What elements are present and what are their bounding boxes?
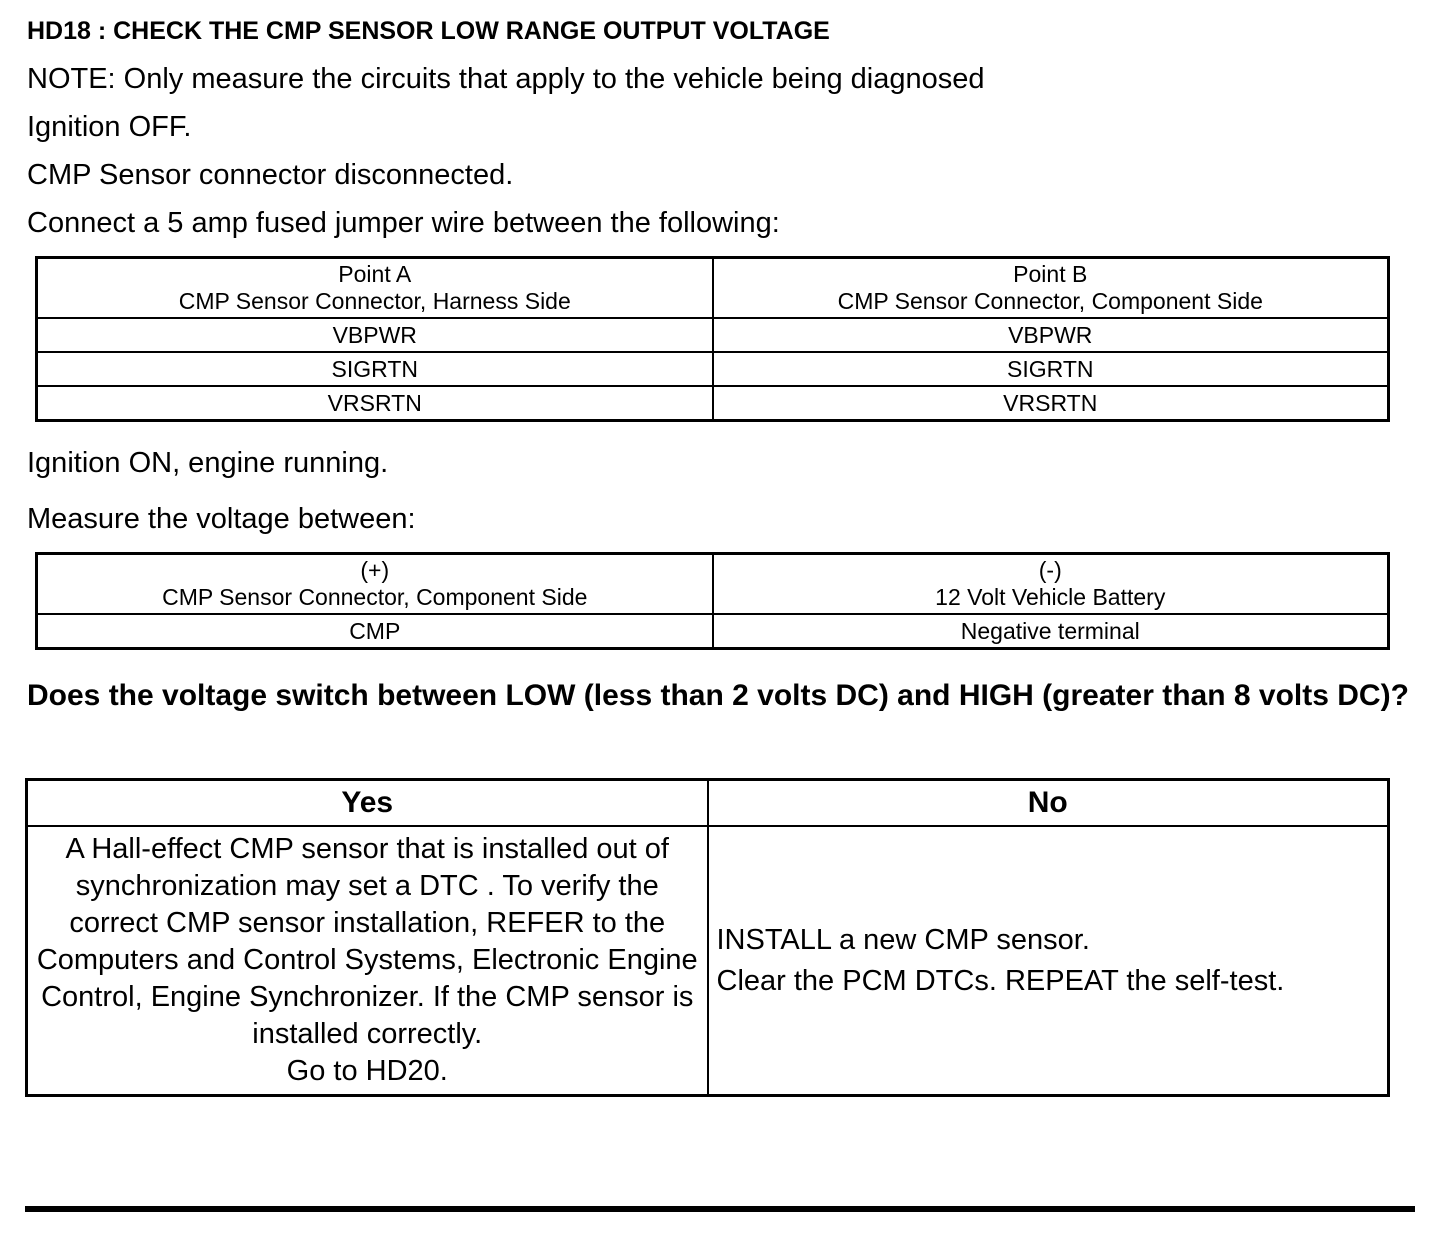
table-header-row: [37, 554, 1389, 615]
page-title: HD18 : CHECK THE CMP SENSOR LOW RANGE OUTPUT VOLTAGE: [27, 17, 830, 45]
table-row: [37, 318, 1389, 352]
header-line-1: Point A: [338, 261, 412, 287]
step-measure-voltage: Measure the voltage between:: [27, 503, 416, 535]
header-line-2: CMP Sensor Connector, Component Side: [837, 288, 1263, 314]
voltage-measure-table: [35, 552, 1390, 650]
step-ignition-off: Ignition OFF.: [27, 111, 192, 143]
table-cell: VBPWR: [713, 318, 1389, 352]
table-header-negative: [713, 554, 1389, 615]
table-header-positive: [37, 554, 713, 615]
decision-no-cell: [708, 826, 1389, 1096]
table-cell: VBPWR: [37, 318, 713, 352]
step-connect-jumper: Connect a 5 amp fused jumper wire between the following:: [27, 207, 780, 239]
decision-table: [25, 778, 1390, 1097]
table-row: [37, 352, 1389, 386]
bottom-divider: [25, 1206, 1415, 1212]
header-line-1: (+): [360, 557, 390, 583]
yes-instructions: A Hall-effect CMP sensor that is installed out of synchronization may set a DTC . To verify the correct CMP sensor installation, REFER to the Computers and Control Systems, Electronic Engine Control, Engine Synchronizer. If the CMP sensor is installed correctly.: [36, 833, 698, 1050]
decision-yes-cell: [27, 826, 708, 1096]
table-cell: VRSRTN: [713, 386, 1389, 421]
decision-header-yes: Yes: [27, 780, 708, 827]
table-cell: VRSRTN: [37, 386, 713, 421]
no-instruction-line: Clear the PCM DTCs. REPEAT the self-test.: [716, 964, 1285, 997]
decision-header-no: No: [708, 780, 1389, 827]
no-instruction-line: INSTALL a new CMP sensor.: [716, 923, 1090, 956]
table-cell: Negative terminal: [713, 614, 1389, 649]
header-line-1: Point B: [1013, 261, 1088, 287]
step-connector-disconnected: CMP Sensor connector disconnected.: [27, 159, 514, 191]
decision-body-row: [27, 826, 1389, 1096]
header-line-2: CMP Sensor Connector, Harness Side: [178, 288, 571, 314]
table-cell: SIGRTN: [713, 352, 1389, 386]
table-row: [37, 614, 1389, 649]
header-line-2: CMP Sensor Connector, Component Side: [162, 584, 588, 610]
table-cell: SIGRTN: [37, 352, 713, 386]
header-line-2: 12 Volt Vehicle Battery: [935, 584, 1166, 610]
table-row: [37, 386, 1389, 421]
table-header-row: [37, 258, 1389, 319]
table-header-point-a: [37, 258, 713, 319]
jumper-connection-table: [35, 256, 1390, 422]
note-line: NOTE: Only measure the circuits that apply to the vehicle being diagnosed: [27, 63, 985, 95]
table-header-point-b: [713, 258, 1389, 319]
header-line-1: (-): [1038, 557, 1062, 583]
table-cell: CMP: [37, 614, 713, 649]
decision-header-row: [27, 780, 1389, 827]
decision-question: Does the voltage switch between LOW (less than 2 volts DC) and HIGH (greater than 8 volts DC)?: [27, 679, 1409, 712]
step-ignition-on: Ignition ON, engine running.: [27, 447, 389, 479]
yes-goto: Go to HD20.: [286, 1055, 448, 1087]
